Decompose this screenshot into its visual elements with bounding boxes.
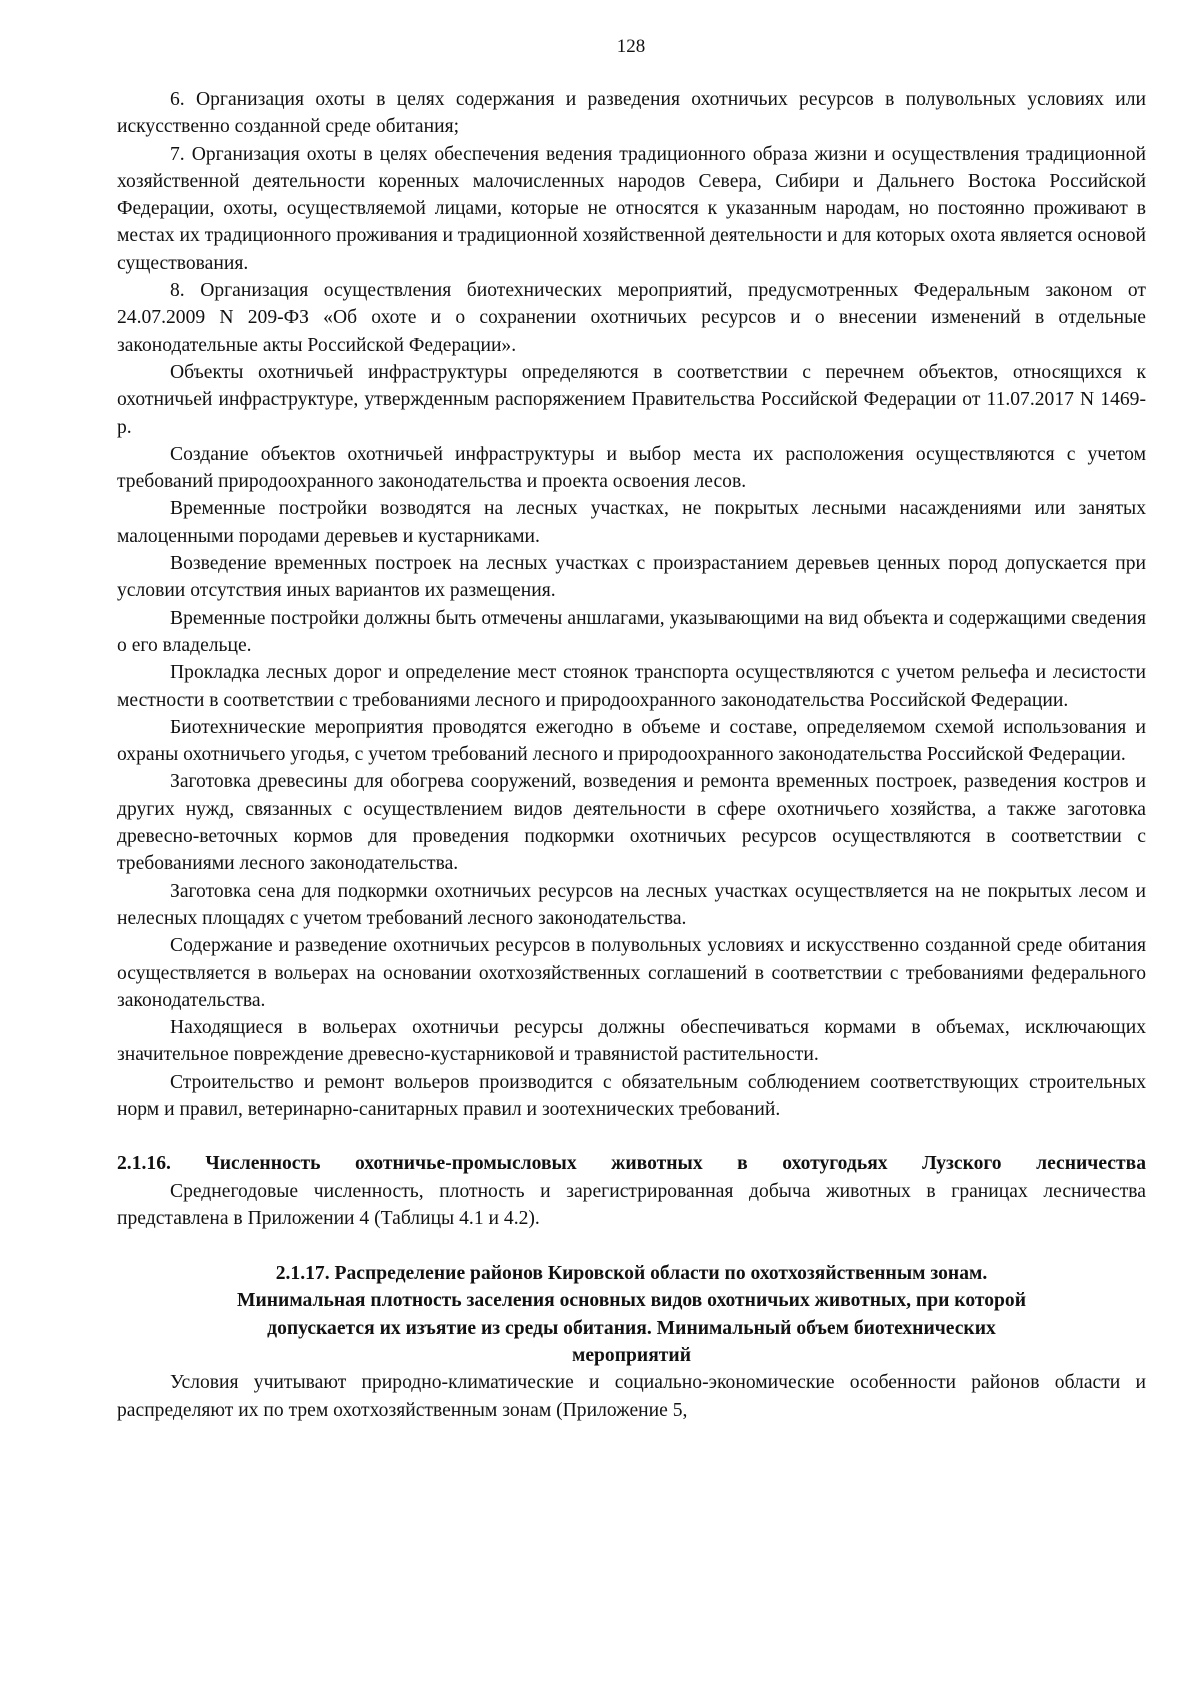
page-number: 128 <box>616 36 646 57</box>
paragraph-biotechnical-measures: Биотехнические мероприятия проводятся ежегодно в объеме и составе, определяемом схемой использования и охраны охотничьего угодья, с учетом требований лесного и природоохранного законодательства Российской Федерации. <box>117 716 1146 766</box>
paragraph-wood-harvesting: Заготовка древесины для обогрева сооружений, возведения и ремонта временных построек, разведения костров и других нужд, связанных с осуществлением видов деятельности в сфере охотничьего хозяйства, а также заготовка древесно-веточных кормов для проведения подкормки охотничьих ресурсов осуществляются в соответствии с требованиями лесного законодательства. <box>117 771 1146 875</box>
section-2-1-16-body: Среднегодовые численность, плотность и зарегистрированная добыча животных в границах лесничества представлена в Приложении 4 (Таблицы 4.1 и 4.2). <box>117 1180 1146 1229</box>
section-heading-2-1-16: 2.1.16. Численность охотничье-промысловых животных в охотугодьях Лузского лесничества <box>117 1153 1146 1175</box>
paragraph-temporary-buildings: Временные постройки возводятся на лесных участках, не покрытых лесными насаждениями или занятых малоценными породами деревьев и кустарниками. <box>117 498 1146 547</box>
paragraph-valuable-species: Возведение временных построек на лесных участках с произрастанием деревьев ценных пород допускается при условии отсутствия иных вариантов их размещения. <box>117 553 1146 602</box>
paragraph-enclosures: Содержание и разведение охотничьих ресурсов в полувольных условиях и искусственно созданной среде обитания осуществляется в вольерах на основании охотхозяйственных соглашений в соответствии с требованиями федерального законодательства. <box>117 935 1146 1011</box>
section-heading-2-1-17-line-4: мероприятий <box>571 1345 692 1367</box>
paragraph-item-8: 8. Организация осуществления биотехнических мероприятий, предусмотренных Федеральным законом от 24.07.2009 N 209-ФЗ «Об охоте и о сохранении охотничьих ресурсов и о внесении изменений в отдельные законодательные акты Российской Федерации». <box>117 280 1146 356</box>
section-heading-2-1-17-line-3: допускается их изъятие из среды обитания. Минимальный объем биотехнических <box>267 1317 996 1339</box>
document-body <box>117 86 1146 1424</box>
paragraph-infrastructure-creation: Создание объектов охотничьей инфраструктуры и выбор места их расположения осуществляются с учетом требований природоохранного законодательства и проекта освоения лесов. <box>117 443 1146 493</box>
section-heading-2-1-17-line-2: Минимальная плотность заселения основных видов охотничьих животных, при которой <box>236 1290 1027 1312</box>
paragraph-enclosure-construction: Строительство и ремонт вольеров производится с обязательным соблюдением соответствующих строительных норм и правил, ветеринарно-санитарных правил и зоотехнических требований. <box>117 1071 1146 1120</box>
paragraph-item-6: 6. Организация охоты в целях содержания и разведения охотничьих ресурсов в полувольных условиях или искусственно созданной среде обитания; <box>117 89 1146 138</box>
paragraph-item-7: 7. Организация охоты в целях обеспечения ведения традиционного образа жизни и осуществления традиционной хозяйственной деятельности коренных малочисленных народов Севера, Сибири и Дальнего Востока Российской Федерации, охоты, осуществляемой лицами, которые не относятся к указанным народам, но постоянно проживают в местах их традиционного проживания и традиционной хозяйственной деятельности и для которых охота является основой существования. <box>117 143 1146 274</box>
paragraph-signage: Временные постройки должны быть отмечены аншлагами, указывающими на вид объекта и содержащими сведения о его владельце. <box>117 607 1146 656</box>
paragraph-hay-harvesting: Заготовка сена для подкормки охотничьих ресурсов на лесных участках осуществляется на не покрытых лесом и нелесных площадях с учетом требований лесного законодательства. <box>117 880 1146 929</box>
paragraph-infrastructure-objects: Объекты охотничьей инфраструктуры определяются в соответствии с перечнем объектов, относящихся к охотничьей инфраструктуре, утвержденным распоряжением Правительства Российской Федерации от 11.07.2017 N 1469-р. <box>117 361 1146 438</box>
paragraph-forest-roads: Прокладка лесных дорог и определение мест стоянок транспорта осуществляются с учетом рельефа и лесистости местности в соответствии с требованиями лесного и природоохранного законодательства Российской Федерации. <box>117 662 1146 711</box>
section-2-1-17-body: Условия учитывают природно-климатические и социально-экономические особенности районов области и распределяют их по трем охотхозяйственным зонам (Приложение 5, <box>117 1372 1146 1421</box>
section-heading-2-1-17-line-1: 2.1.17. Распределение районов Кировской области по охотхозяйственным зонам. <box>275 1263 988 1285</box>
section-heading-2-1-17 <box>117 1260 1146 1369</box>
paragraph-enclosure-feeding: Находящиеся в вольерах охотничьи ресурсы должны обеспечиваться кормами в объемах, исключающих значительное повреждение древесно-кустарниковой и травянистой растительности. <box>117 1017 1146 1066</box>
